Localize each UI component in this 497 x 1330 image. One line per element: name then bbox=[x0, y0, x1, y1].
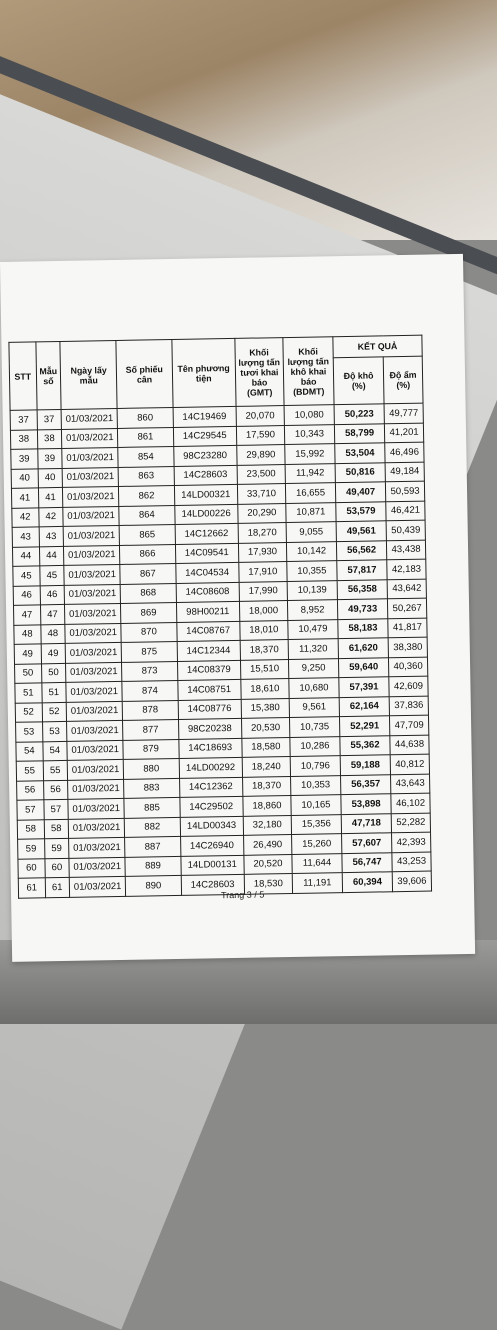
cell-kl-kho: 11,942 bbox=[285, 463, 335, 483]
results-table bbox=[8, 335, 432, 899]
cell-mau-so: 58 bbox=[44, 819, 69, 839]
cell-ten-phuong-tien: 14C28603 bbox=[174, 465, 238, 486]
cell-do-am: 50,593 bbox=[385, 481, 424, 501]
col-header-kl-tuoi: Khối lượng tấn tươi khai báo (GMT) bbox=[235, 338, 284, 407]
cell-ten-phuong-tien: 14C18693 bbox=[178, 738, 242, 759]
cell-ten-phuong-tien: 14C12362 bbox=[179, 777, 243, 798]
cell-kl-kho: 10,353 bbox=[290, 775, 340, 795]
cell-so-phieu: 890 bbox=[126, 875, 182, 895]
cell-ngay: 01/03/2021 bbox=[65, 603, 122, 623]
cell-mau-so: 46 bbox=[40, 585, 65, 605]
cell-do-am: 43,642 bbox=[387, 579, 426, 599]
cell-do-kho: 53,898 bbox=[341, 794, 391, 814]
cell-kl-kho: 9,055 bbox=[286, 522, 336, 542]
cell-do-kho: 57,607 bbox=[342, 833, 392, 853]
cell-kl-tuoi: 15,380 bbox=[241, 698, 289, 718]
cell-kl-tuoi: 18,000 bbox=[239, 601, 287, 621]
cell-ngay: 01/03/2021 bbox=[68, 818, 125, 838]
cell-mau-so: 39 bbox=[37, 448, 62, 468]
cell-mau-so: 48 bbox=[40, 624, 65, 644]
cell-stt: 51 bbox=[15, 683, 42, 703]
cell-mau-so: 55 bbox=[43, 760, 68, 780]
cell-kl-kho: 11,191 bbox=[292, 873, 342, 893]
cell-kl-kho: 10,680 bbox=[289, 678, 339, 698]
cell-do-kho: 49,407 bbox=[335, 482, 385, 502]
cell-do-am: 42,609 bbox=[389, 676, 428, 696]
cell-ngay: 01/03/2021 bbox=[63, 525, 120, 545]
cell-kl-kho: 8,952 bbox=[287, 600, 337, 620]
col-header-stt: STT bbox=[9, 342, 37, 410]
cell-do-kho: 53,579 bbox=[336, 501, 386, 521]
cell-mau-so: 43 bbox=[39, 526, 64, 546]
page-number: Trang 3 / 5 bbox=[220, 889, 265, 901]
cell-do-kho: 56,358 bbox=[337, 579, 387, 599]
cell-stt: 55 bbox=[16, 761, 43, 781]
cell-stt: 37 bbox=[10, 410, 37, 430]
cell-ten-phuong-tien: 14C29545 bbox=[173, 426, 237, 447]
cell-ngay: 01/03/2021 bbox=[63, 506, 120, 526]
cell-kl-tuoi: 17,590 bbox=[236, 425, 284, 445]
cell-kl-kho: 10,735 bbox=[289, 717, 339, 737]
cell-ten-phuong-tien: 14C04534 bbox=[175, 562, 239, 583]
cell-kl-kho: 11,320 bbox=[288, 639, 338, 659]
cell-so-phieu: 866 bbox=[120, 544, 176, 564]
cell-stt: 43 bbox=[12, 527, 39, 547]
cell-do-am: 46,102 bbox=[391, 793, 430, 813]
col-header-do-kho: Độ khô (%) bbox=[333, 357, 384, 405]
cell-mau-so: 51 bbox=[41, 682, 66, 702]
cell-ngay: 01/03/2021 bbox=[62, 447, 119, 467]
cell-mau-so: 45 bbox=[39, 565, 64, 585]
cell-do-am: 40,812 bbox=[390, 754, 429, 774]
cell-so-phieu: 865 bbox=[119, 524, 175, 544]
cell-so-phieu: 854 bbox=[118, 447, 174, 467]
cell-kl-tuoi: 20,530 bbox=[241, 718, 289, 738]
cell-ten-phuong-tien: 14C29502 bbox=[179, 796, 243, 817]
cell-ngay: 01/03/2021 bbox=[62, 467, 119, 487]
cell-kl-tuoi: 20,070 bbox=[236, 406, 284, 426]
cell-ngay: 01/03/2021 bbox=[64, 564, 121, 584]
cell-do-am: 40,360 bbox=[389, 657, 428, 677]
cell-kl-tuoi: 17,990 bbox=[239, 581, 287, 601]
cell-ten-phuong-tien: 14C08776 bbox=[178, 699, 242, 720]
cell-do-kho: 59,188 bbox=[340, 755, 390, 775]
cell-do-am: 41,817 bbox=[388, 618, 427, 638]
cell-ngay: 01/03/2021 bbox=[66, 681, 123, 701]
cell-stt: 49 bbox=[14, 644, 41, 664]
cell-do-kho: 55,362 bbox=[340, 735, 390, 755]
cell-stt: 39 bbox=[11, 449, 38, 469]
col-header-ngay: Ngày lấy mẫu bbox=[60, 340, 117, 409]
cell-ngay: 01/03/2021 bbox=[67, 740, 124, 760]
cell-ten-phuong-tien: 98C23280 bbox=[173, 445, 237, 466]
cell-ten-phuong-tien: 14LD00321 bbox=[174, 484, 238, 505]
cell-stt: 50 bbox=[15, 663, 42, 683]
cell-do-kho: 59,640 bbox=[338, 657, 388, 677]
cell-kl-kho: 10,796 bbox=[290, 756, 340, 776]
cell-do-kho: 56,562 bbox=[336, 540, 386, 560]
cell-mau-so: 57 bbox=[43, 799, 68, 819]
cell-kl-tuoi: 32,180 bbox=[243, 815, 291, 835]
cell-so-phieu: 889 bbox=[125, 856, 181, 876]
cell-kl-tuoi: 23,500 bbox=[237, 464, 285, 484]
cell-stt: 59 bbox=[18, 839, 45, 859]
cell-ngay: 01/03/2021 bbox=[61, 408, 118, 428]
cell-stt: 56 bbox=[17, 780, 44, 800]
cell-stt: 54 bbox=[16, 741, 43, 761]
cell-mau-so: 40 bbox=[38, 468, 63, 488]
col-header-mau-so: Mẫu số bbox=[35, 341, 61, 409]
cell-stt: 42 bbox=[12, 507, 39, 527]
cell-kl-kho: 9,250 bbox=[288, 658, 338, 678]
cell-so-phieu: 861 bbox=[118, 427, 174, 447]
cell-kl-tuoi: 18,610 bbox=[241, 679, 289, 699]
cell-mau-so: 53 bbox=[42, 721, 67, 741]
cell-ten-phuong-tien: 14C28603 bbox=[181, 874, 245, 895]
cell-so-phieu: 885 bbox=[124, 797, 180, 817]
cell-ten-phuong-tien: 14C09541 bbox=[175, 543, 239, 564]
cell-ten-phuong-tien: 98C20238 bbox=[178, 718, 242, 739]
cell-mau-so: 44 bbox=[39, 546, 64, 566]
cell-ngay: 01/03/2021 bbox=[69, 857, 126, 877]
cell-ngay: 01/03/2021 bbox=[65, 642, 122, 662]
cell-mau-so: 54 bbox=[42, 741, 67, 761]
cell-so-phieu: 870 bbox=[121, 622, 177, 642]
cell-kl-tuoi: 18,860 bbox=[243, 796, 291, 816]
cell-stt: 47 bbox=[13, 605, 40, 625]
cell-ten-phuong-tien: 14LD00343 bbox=[180, 816, 244, 837]
cell-stt: 40 bbox=[11, 468, 38, 488]
cell-ten-phuong-tien: 14C26940 bbox=[180, 835, 244, 856]
cell-kl-kho: 10,142 bbox=[286, 541, 336, 561]
cell-do-kho: 62,164 bbox=[339, 696, 389, 716]
cell-so-phieu: 862 bbox=[119, 485, 175, 505]
cell-ten-phuong-tien: 14C08379 bbox=[177, 660, 241, 681]
cell-mau-so: 49 bbox=[41, 643, 66, 663]
col-header-do-am: Độ ẩm (%) bbox=[383, 356, 423, 404]
cell-do-kho: 60,394 bbox=[342, 872, 392, 892]
cell-ngay: 01/03/2021 bbox=[68, 779, 125, 799]
cell-do-am: 46,421 bbox=[386, 501, 425, 521]
cell-so-phieu: 882 bbox=[125, 817, 181, 837]
cell-kl-kho: 10,355 bbox=[287, 561, 337, 581]
cell-so-phieu: 879 bbox=[123, 739, 179, 759]
cell-mau-so: 56 bbox=[43, 780, 68, 800]
cell-kl-tuoi: 17,910 bbox=[239, 562, 287, 582]
cell-ten-phuong-tien: 14C12344 bbox=[177, 640, 241, 661]
cell-kl-kho: 10,343 bbox=[284, 424, 334, 444]
cell-mau-so: 47 bbox=[40, 604, 65, 624]
cell-kl-kho: 11,644 bbox=[292, 853, 342, 873]
cell-ten-phuong-tien: 14LD00292 bbox=[179, 757, 243, 778]
cell-ten-phuong-tien: 14C08608 bbox=[176, 582, 240, 603]
cell-do-kho: 53,504 bbox=[335, 443, 385, 463]
cell-ten-phuong-tien: 14C08751 bbox=[177, 679, 241, 700]
table-body bbox=[10, 403, 431, 901]
cell-kl-kho: 10,080 bbox=[284, 405, 334, 425]
cell-kl-tuoi: 26,490 bbox=[243, 835, 291, 855]
cell-so-phieu: 874 bbox=[122, 680, 178, 700]
cell-stt: 52 bbox=[15, 702, 42, 722]
cell-so-phieu: 863 bbox=[118, 466, 174, 486]
cell-do-am: 41,201 bbox=[384, 423, 423, 443]
cell-so-phieu: 873 bbox=[122, 661, 178, 681]
cell-kl-kho: 9,561 bbox=[289, 697, 339, 717]
cell-do-kho: 50,223 bbox=[334, 404, 384, 424]
cell-so-phieu: 877 bbox=[123, 719, 179, 739]
cell-do-am: 43,643 bbox=[391, 774, 430, 794]
cell-do-am: 44,638 bbox=[390, 735, 429, 755]
cell-mau-so: 41 bbox=[38, 487, 63, 507]
cell-ngay: 01/03/2021 bbox=[68, 798, 125, 818]
cell-stt: 57 bbox=[17, 800, 44, 820]
cell-kl-tuoi: 29,890 bbox=[237, 445, 285, 465]
cell-kl-tuoi: 18,270 bbox=[238, 523, 286, 543]
cell-stt: 48 bbox=[14, 624, 41, 644]
cell-so-phieu: 868 bbox=[120, 583, 176, 603]
cell-do-am: 37,836 bbox=[389, 696, 428, 716]
cell-mau-so: 61 bbox=[45, 877, 70, 897]
cell-do-kho: 56,357 bbox=[341, 774, 391, 794]
cell-stt: 60 bbox=[18, 858, 45, 878]
cell-stt: 44 bbox=[12, 546, 39, 566]
cell-mau-so: 60 bbox=[44, 858, 69, 878]
cell-kl-kho: 15,260 bbox=[291, 834, 341, 854]
cell-do-am: 46,496 bbox=[385, 442, 424, 462]
cell-kl-tuoi: 18,370 bbox=[240, 640, 288, 660]
cell-do-am: 42,183 bbox=[387, 559, 426, 579]
cell-do-kho: 58,183 bbox=[338, 618, 388, 638]
document-page bbox=[0, 254, 475, 962]
cell-kl-tuoi: 18,530 bbox=[244, 873, 292, 893]
cell-so-phieu: 860 bbox=[117, 408, 173, 428]
cell-do-kho: 58,799 bbox=[334, 423, 384, 443]
cell-ngay: 01/03/2021 bbox=[67, 720, 124, 740]
cell-stt: 46 bbox=[13, 585, 40, 605]
cell-stt: 53 bbox=[16, 722, 43, 742]
cell-do-kho: 50,816 bbox=[335, 462, 385, 482]
cell-so-phieu: 878 bbox=[123, 700, 179, 720]
cell-kl-kho: 10,165 bbox=[291, 795, 341, 815]
cell-ngay: 01/03/2021 bbox=[66, 662, 123, 682]
cell-do-am: 49,184 bbox=[385, 462, 424, 482]
cell-stt: 61 bbox=[18, 878, 45, 898]
cell-mau-so: 38 bbox=[37, 429, 62, 449]
cell-do-kho: 49,733 bbox=[337, 599, 387, 619]
cell-kl-tuoi: 15,510 bbox=[240, 659, 288, 679]
cell-mau-so: 52 bbox=[42, 702, 67, 722]
cell-ten-phuong-tien: 98H00211 bbox=[176, 601, 240, 622]
cell-kl-kho: 10,479 bbox=[288, 619, 338, 639]
cell-do-am: 50,267 bbox=[388, 598, 427, 618]
cell-so-phieu: 867 bbox=[120, 563, 176, 583]
cell-stt: 45 bbox=[13, 566, 40, 586]
cell-mau-so: 37 bbox=[37, 409, 62, 429]
cell-ngay: 01/03/2021 bbox=[64, 584, 121, 604]
cell-so-phieu: 883 bbox=[124, 778, 180, 798]
cell-do-am: 52,282 bbox=[391, 813, 430, 833]
cell-do-am: 49,777 bbox=[384, 403, 423, 423]
cell-kl-tuoi: 20,290 bbox=[238, 503, 286, 523]
cell-do-kho: 61,620 bbox=[338, 638, 388, 658]
cell-ten-phuong-tien: 14C19469 bbox=[173, 406, 237, 427]
cell-do-am: 43,253 bbox=[392, 852, 431, 872]
cell-do-kho: 56,747 bbox=[342, 852, 392, 872]
col-header-so-phieu: Số phiếu cân bbox=[116, 340, 172, 409]
cell-kl-tuoi: 17,930 bbox=[238, 542, 286, 562]
cell-kl-tuoi: 33,710 bbox=[237, 484, 285, 504]
col-header-ten-phuong-tien: Tên phương tiện bbox=[171, 338, 236, 407]
cell-so-phieu: 875 bbox=[121, 641, 177, 661]
cell-so-phieu: 869 bbox=[121, 602, 177, 622]
cell-kl-tuoi: 20,520 bbox=[244, 854, 292, 874]
cell-do-am: 39,606 bbox=[392, 871, 431, 891]
cell-kl-kho: 10,286 bbox=[290, 736, 340, 756]
cell-mau-so: 42 bbox=[38, 507, 63, 527]
cell-kl-kho: 10,139 bbox=[287, 580, 337, 600]
cell-ngay: 01/03/2021 bbox=[69, 876, 126, 896]
col-header-ket-qua: KẾT QUẢ bbox=[333, 335, 422, 358]
cell-kl-kho: 15,356 bbox=[291, 814, 341, 834]
cell-do-am: 50,439 bbox=[386, 520, 425, 540]
cell-do-am: 38,380 bbox=[388, 637, 427, 657]
cell-mau-so: 50 bbox=[41, 663, 66, 683]
cell-stt: 38 bbox=[10, 429, 37, 449]
cell-kl-kho: 16,655 bbox=[285, 483, 335, 503]
cell-so-phieu: 864 bbox=[119, 505, 175, 525]
cell-ten-phuong-tien: 14C12662 bbox=[175, 523, 239, 544]
cell-ngay: 01/03/2021 bbox=[66, 701, 123, 721]
cell-stt: 58 bbox=[17, 819, 44, 839]
cell-ngay: 01/03/2021 bbox=[62, 428, 119, 448]
cell-do-kho: 57,391 bbox=[339, 677, 389, 697]
cell-ngay: 01/03/2021 bbox=[65, 623, 122, 643]
cell-kl-tuoi: 18,370 bbox=[242, 776, 290, 796]
cell-do-am: 42,393 bbox=[392, 832, 431, 852]
cell-mau-so: 59 bbox=[44, 838, 69, 858]
cell-ngay: 01/03/2021 bbox=[64, 545, 121, 565]
cell-ngay: 01/03/2021 bbox=[63, 486, 120, 506]
cell-so-phieu: 887 bbox=[125, 836, 181, 856]
cell-do-am: 43,438 bbox=[387, 540, 426, 560]
cell-do-kho: 49,561 bbox=[336, 521, 386, 541]
cell-kl-tuoi: 18,580 bbox=[242, 737, 290, 757]
cell-kl-tuoi: 18,240 bbox=[242, 757, 290, 777]
cell-kl-kho: 10,871 bbox=[286, 502, 336, 522]
cell-ten-phuong-tien: 14C08767 bbox=[176, 621, 240, 642]
cell-kl-kho: 15,992 bbox=[285, 444, 335, 464]
cell-ngay: 01/03/2021 bbox=[69, 837, 126, 857]
cell-ngay: 01/03/2021 bbox=[67, 759, 124, 779]
cell-stt: 41 bbox=[11, 488, 38, 508]
col-header-kl-kho: Khối lượng tấn khô khai báo (BDMT) bbox=[283, 337, 334, 406]
cell-do-am: 47,709 bbox=[390, 715, 429, 735]
cell-do-kho: 57,817 bbox=[337, 560, 387, 580]
cell-do-kho: 47,718 bbox=[341, 813, 391, 833]
cell-do-kho: 52,291 bbox=[340, 716, 390, 736]
cell-ten-phuong-tien: 14LD00131 bbox=[180, 855, 244, 876]
cell-so-phieu: 880 bbox=[124, 758, 180, 778]
cell-ten-phuong-tien: 14LD00226 bbox=[174, 504, 238, 525]
cell-kl-tuoi: 18,010 bbox=[240, 620, 288, 640]
